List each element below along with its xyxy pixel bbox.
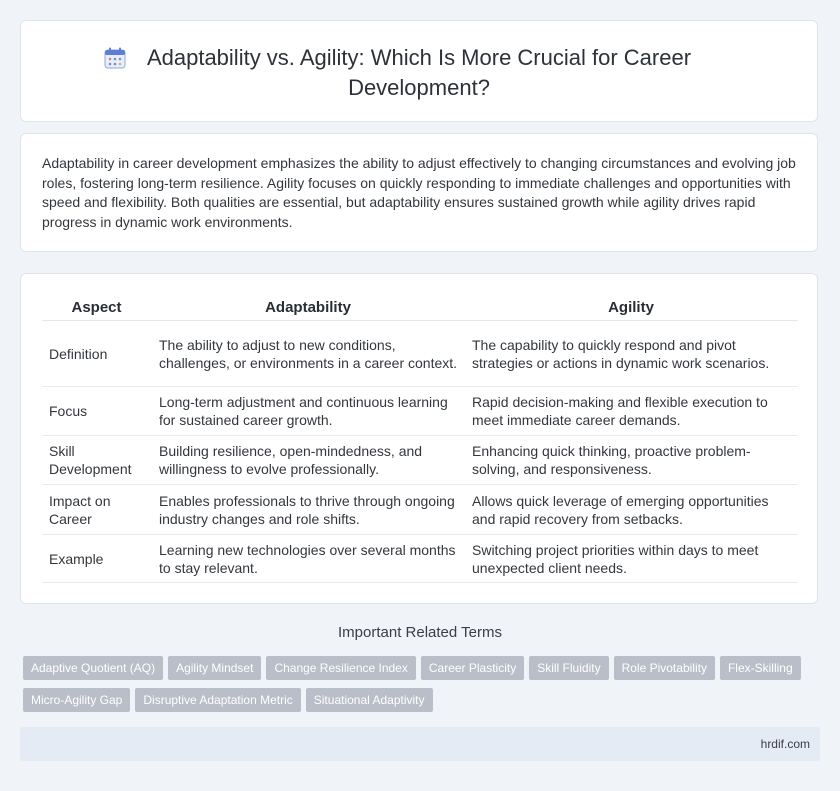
adaptability-cell: Enables professionals to thrive through ongoing industry changes and role shifts. xyxy=(152,485,465,535)
footer xyxy=(20,727,820,761)
header-agility: Agility xyxy=(465,293,798,321)
agility-cell: Switching project priorities within days to meet unexpected client needs. xyxy=(465,535,798,583)
related-term-tag[interactable]: Agility Mindset xyxy=(168,656,261,680)
related-term-tag[interactable]: Skill Fluidity xyxy=(529,656,608,680)
adaptability-cell: Building resilience, open-mindedness, and willingness to evolve professionally. xyxy=(152,436,465,485)
comparison-card xyxy=(20,273,818,604)
related-terms-list xyxy=(23,656,823,720)
agility-cell: The capability to quickly respond and pivot strategies or actions in dynamic work scenarios. xyxy=(465,321,798,387)
footer-site-link[interactable]: hrdif.com xyxy=(760,737,810,751)
intro-paragraph: Adaptability in career development emphasizes the ability to adjust effectively to changing circumstances and evolving job roles, fostering long-term resilience. Agility focuses on quickly responding to immediate challenges and opportunities with speed and flexibility. Both qualities are essential, but adaptability ensures sustained growth while agility drives rapid progress in dynamic work environments. xyxy=(42,155,796,230)
related-term-tag[interactable]: Situational Adaptivity xyxy=(306,688,433,712)
table-row xyxy=(42,436,798,485)
aspect-cell: Skill Development xyxy=(42,436,152,485)
adaptability-cell: Long-term adjustment and continuous learning for sustained career growth. xyxy=(152,387,465,436)
related-term-tag[interactable]: Micro-Agility Gap xyxy=(23,688,130,712)
related-terms-title: Important Related Terms xyxy=(338,624,502,641)
comparison-table xyxy=(42,293,798,583)
title-card xyxy=(20,20,818,122)
related-term-tag[interactable]: Adaptive Quotient (AQ) xyxy=(23,656,163,680)
aspect-cell: Definition xyxy=(42,321,152,387)
agility-cell: Rapid decision-making and flexible execution to meet immediate career demands. xyxy=(465,387,798,436)
header-aspect: Aspect xyxy=(42,293,152,321)
table-row xyxy=(42,485,798,535)
adaptability-cell: The ability to adjust to new conditions, challenges, or environments in a career context. xyxy=(152,321,465,387)
aspect-cell: Example xyxy=(42,535,152,583)
related-term-tag[interactable]: Disruptive Adaptation Metric xyxy=(135,688,300,712)
intro-card xyxy=(20,133,818,252)
related-term-tag[interactable]: Flex-Skilling xyxy=(720,656,801,680)
related-term-tag[interactable]: Change Resilience Index xyxy=(266,656,415,680)
table-row xyxy=(42,535,798,583)
table-row xyxy=(42,321,798,387)
agility-cell: Enhancing quick thinking, proactive problem-solving, and responsiveness. xyxy=(465,436,798,485)
table-header-row xyxy=(42,293,798,321)
related-term-tag[interactable]: Role Pivotability xyxy=(614,656,715,680)
table-row xyxy=(42,387,798,436)
aspect-cell: Impact on Career xyxy=(42,485,152,535)
aspect-cell: Focus xyxy=(42,387,152,436)
related-term-tag[interactable]: Career Plasticity xyxy=(421,656,524,680)
header-adaptability: Adaptability xyxy=(152,293,465,321)
page-title: Adaptability vs. Agility: Which Is More Crucial for Career Development? xyxy=(146,45,692,100)
adaptability-cell: Learning new technologies over several months to stay relevant. xyxy=(152,535,465,583)
agility-cell: Allows quick leverage of emerging opportunities and rapid recovery from setbacks. xyxy=(465,485,798,535)
